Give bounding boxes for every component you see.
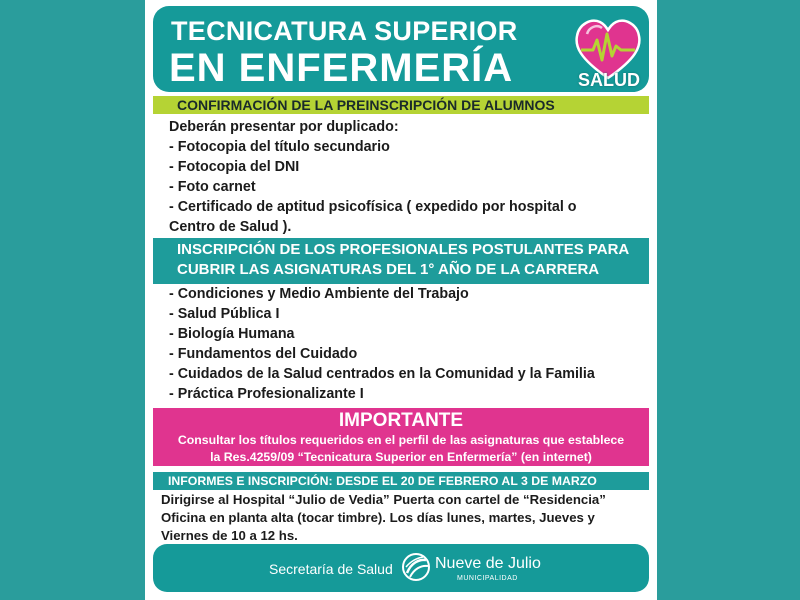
informes-line: Oficina en planta alta (tocar timbre). Los días lunes, martes, Jueves y [161, 510, 595, 525]
preinscripcion-heading-bar [153, 96, 649, 114]
logo-text: SALUD [578, 70, 640, 90]
list-item: Centro de Salud ). [169, 219, 292, 235]
list-item: - Foto carnet [169, 179, 256, 195]
informes-text [161, 491, 641, 545]
municipio-name: Nueve de Julio [435, 555, 541, 572]
list-item: - Salud Pública I [169, 306, 280, 322]
title-line-1: TECNICATURA SUPERIOR [171, 16, 518, 46]
preinscripcion-intro: Deberán presentar por duplicado: [169, 119, 399, 135]
informes-line: Dirigirse al Hospital “Julio de Vedia” Puerta con cartel de “Residencia” [161, 492, 606, 507]
header-banner [153, 6, 649, 92]
informes-heading: INFORMES E INSCRIPCIÓN: DESDE EL 20 DE FEBRERO AL 3 DE MARZO [168, 474, 597, 488]
importante-title: IMPORTANTE [338, 410, 464, 431]
importante-banner [153, 408, 649, 466]
secretaria-label: Secretaría de Salud [269, 561, 393, 577]
asignaturas-list [169, 284, 639, 404]
municipio-sub: MUNICIPALIDAD [457, 575, 518, 582]
importante-line-1: Consultar los títulos requeridos en el perfil de las asignaturas que establece [177, 433, 625, 447]
preinscripcion-heading: CONFIRMACIÓN DE LA PREINSCRIPCIÓN DE ALUMNOS [177, 97, 555, 113]
list-item: - Fotocopia del DNI [169, 159, 300, 175]
list-item: - Certificado de aptitud psicofísica ( expedido por hospital o [169, 199, 577, 215]
profesionales-heading-bar [153, 238, 649, 284]
nueve-de-julio-logo-icon [401, 551, 431, 583]
profesionales-heading-line-2: CUBRIR LAS ASIGNATURAS DEL 1° AÑO DE LA CARRERA [177, 261, 600, 278]
list-item: - Fundamentos del Cuidado [169, 346, 358, 362]
list-item: - Práctica Profesionalizante I [169, 386, 364, 402]
title-line-2: EN ENFERMERÍA [169, 46, 514, 90]
informes-line: Viernes de 10 a 12 hs. [161, 528, 298, 543]
profesionales-heading-line-1: INSCRIPCIÓN DE LOS PROFESIONALES POSTULANTES PARA [177, 241, 630, 258]
list-item: - Biología Humana [169, 326, 295, 342]
preinscripcion-list [169, 117, 639, 237]
informes-heading-bar [153, 472, 649, 490]
footer-banner [153, 544, 649, 592]
list-item: - Fotocopia del título secundario [169, 139, 390, 155]
importante-line-2: la Res.4259/09 “Tecnicatura Superior en Enfermería” (en internet) [210, 450, 592, 464]
list-item: - Condiciones y Medio Ambiente del Trabajo [169, 286, 469, 302]
poster [145, 0, 657, 600]
list-item: - Cuidados de la Salud centrados en la Comunidad y la Familia [169, 366, 595, 382]
